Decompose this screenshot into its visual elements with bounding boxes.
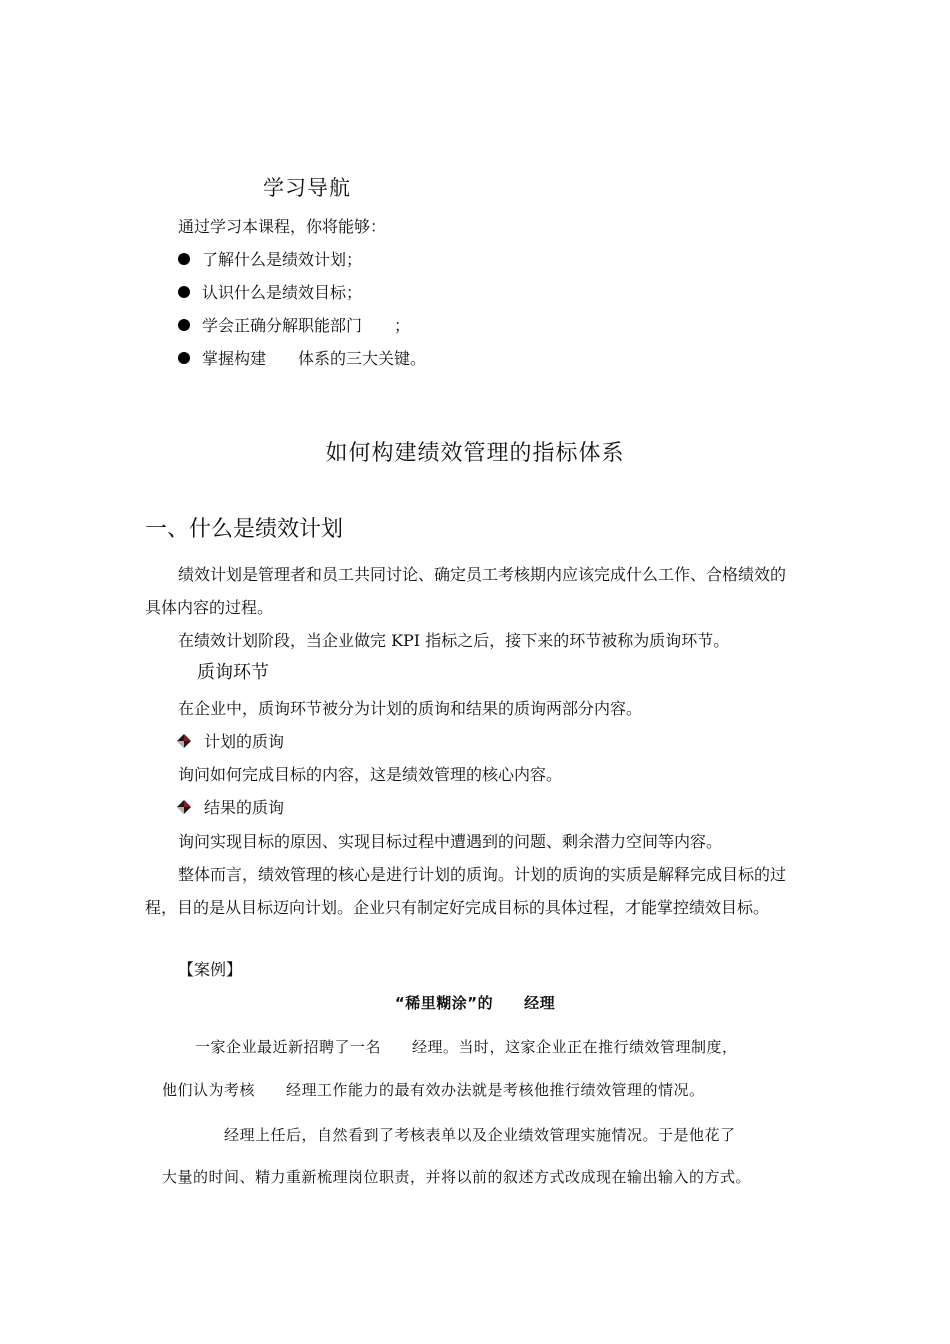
nav-bullet-text: 学会正确分解职能部门 ； [202,316,411,335]
bullet-dot-icon [178,352,190,364]
paragraph-line: 询问实现目标的原因、实现目标过程中遭遇到的问题、剩余潜力空间等内容。 [178,832,723,851]
section-heading: 一、什么是绩效计划 [145,517,344,542]
paragraph-line: 绩效计划是管理者和员工共同讨论、确定员工考核期内应该完成什么工作、合格绩效的 [178,565,787,584]
bullet-dot-icon [178,319,190,331]
paragraph-line: 在绩效计划阶段，当企业做完 KPI 指标之后，接下来的环节被称为质询环节。 [178,631,730,650]
case-label: 【案例】 [178,960,243,979]
nav-bullet-item [178,313,410,336]
diamond-item-label: 结果的质询 [204,798,285,817]
paragraph-line: 整体而言，绩效管理的核心是进行计划的质询。计划的质询的实质是解释完成目标的过 [178,865,787,884]
diamond-list-item [176,795,284,818]
nav-title: 学习导航 [263,176,351,200]
case-line: 他们认为考核 经理工作能力的最有效办法就是考核他推行绩效管理的情况。 [162,1081,705,1099]
nav-bullet-text: 认识什么是绩效目标； [202,283,363,302]
diamond-list-item [176,729,284,752]
nav-bullet-text: 了解什么是绩效计划； [202,250,363,269]
nav-bullet-text: 掌握构建 体系的三大关键。 [202,349,427,368]
diamond-bullet-icon [176,733,192,749]
case-line: 大量的时间、精力重新梳理岗位职责，并将以前的叙述方式改成现在输出输入的方式。 [162,1168,752,1186]
paragraph-line: 询问如何完成目标的内容，这是绩效管理的核心内容。 [178,765,563,784]
bullet-dot-icon [178,253,190,265]
paragraph-line: 具体内容的过程。 [145,598,274,617]
nav-bullet-item [178,346,426,369]
nav-bullet-item [178,280,362,303]
diamond-bullet-icon [176,799,192,815]
nav-intro: 通过学习本课程，你将能够： [178,217,387,236]
case-line: 经理上任后，自然看到了考核表单以及企业绩效管理实施情况。于是他花了 [224,1126,736,1144]
nav-bullet-item [178,247,362,270]
case-title: “稀里糊涂”的 经理 [394,994,556,1012]
page-title: 如何构建绩效管理的指标体系 [325,441,625,466]
diamond-item-label: 计划的质询 [204,732,285,751]
sub-heading: 质询环节 [197,662,269,683]
paragraph-line: 程，目的是从目标迈向计划。企业只有制定好完成目标的具体过程，才能掌控绩效目标。 [145,898,770,917]
paragraph-line: 在企业中，质询环节被分为计划的质询和结果的质询两部分内容。 [178,699,643,718]
bullet-dot-icon [178,286,190,298]
case-line: 一家企业最近新招聘了一名 经理。当时，这家企业正在推行绩效管理制度， [195,1038,738,1056]
